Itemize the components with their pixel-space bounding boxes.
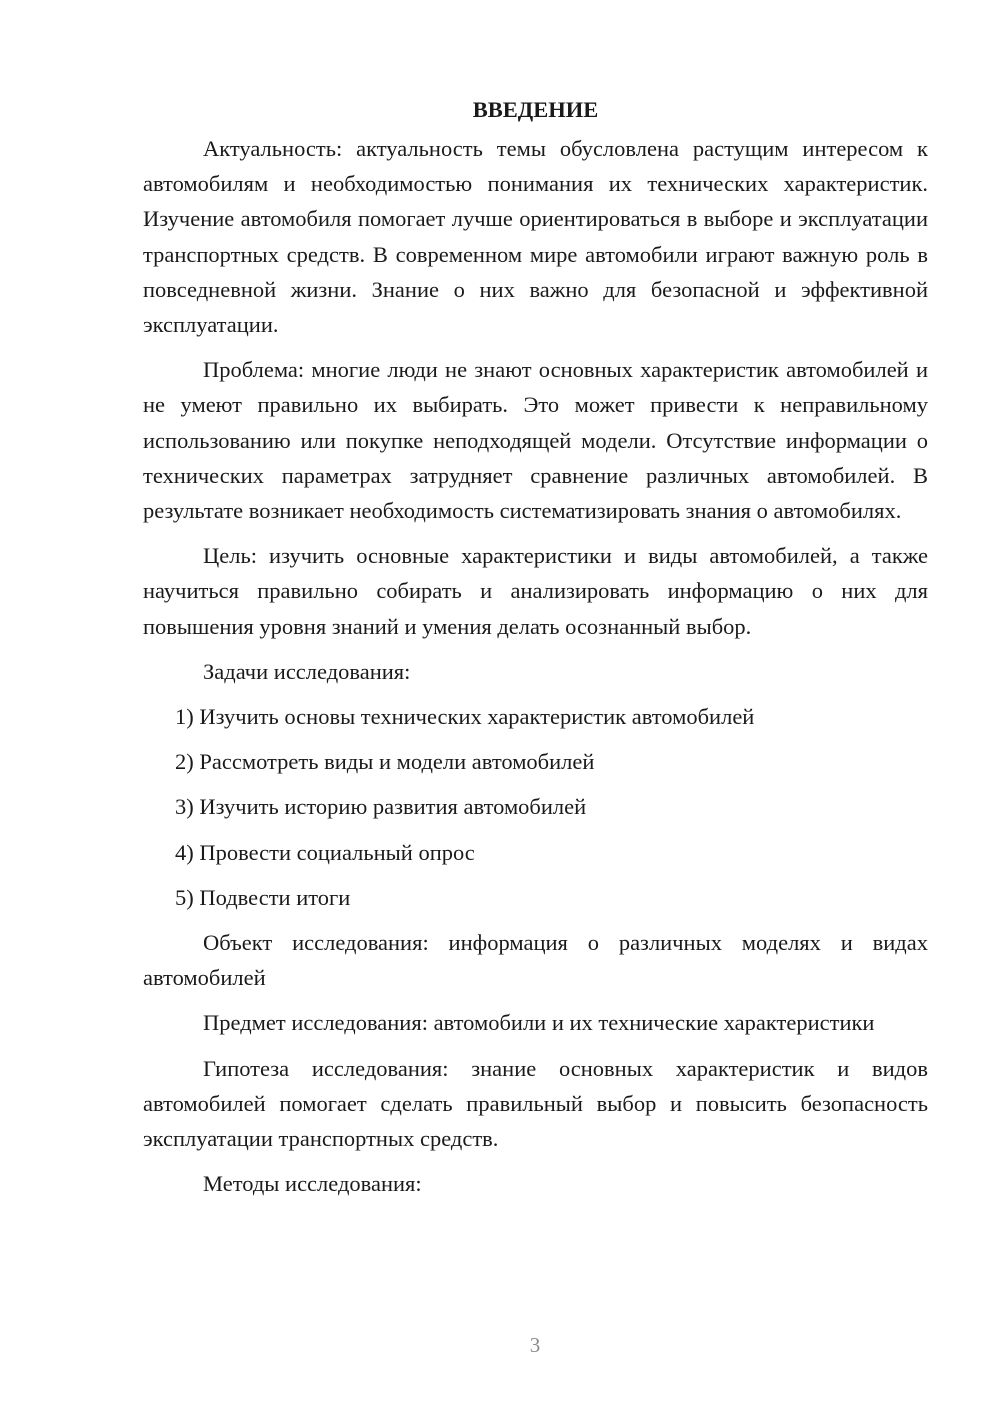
page-content (143, 92, 928, 1211)
list-item: 3) Изучить историю развития автомобилей (175, 794, 587, 820)
page-title: ВВЕДЕНИЕ (472, 97, 599, 122)
paragraph-object: Объект исследования: информация о различных моделях и видах автомобилей (143, 930, 928, 991)
paragraph-problem: Проблема: многие люди не знают основных характеристик автомобилей и не умеют правильно их выбирать. Это может привести к неправильному использованию или покупке неподходящей модели. Отсутствие информации о технических параметрах затрудняет сравнение различных автомобилей. В результате возникает необходимость систематизировать знания о автомобилях. (143, 357, 928, 524)
paragraph-goal: Цель: изучить основные характеристики и виды автомобилей, а также научиться правильно собирать и анализировать информацию о них для повышения уровня знаний и умения делать осознанный выбор. (143, 543, 928, 639)
paragraph-relevance: Актуальность: актуальность темы обусловлена растущим интересом к автомобилям и необходимостью понимания их технических характеристик. Изучение автомобиля помогает лучше ориентироваться в выборе и эксплуатации транспортных средств. В современном мире автомобили играют важную роль в повседневной жизни. Знание о них важно для безопасной и эффективной эксплуатации. (143, 136, 928, 338)
page-number: 3 (529, 1333, 541, 1357)
list-item: 4) Провести социальный опрос (175, 839, 475, 865)
methods-heading: Методы исследования: (203, 1171, 422, 1197)
tasks-list (143, 699, 928, 915)
paragraph-hypothesis: Гипотеза исследования: знание основных характеристик и видов автомобилей помогает сделать правильный выбор и повысить безопасность эксплуатации транспортных средств. (143, 1055, 928, 1152)
paragraph-subject: Предмет исследования: автомобили и их технические характеристики (203, 1010, 875, 1036)
list-item: 5) Подвести итоги (175, 884, 351, 910)
list-item: 2) Рассмотреть виды и модели автомобилей (175, 749, 595, 775)
list-item: 1) Изучить основы технических характеристик автомобилей (175, 704, 755, 730)
tasks-heading: Задачи исследования: (203, 658, 411, 684)
